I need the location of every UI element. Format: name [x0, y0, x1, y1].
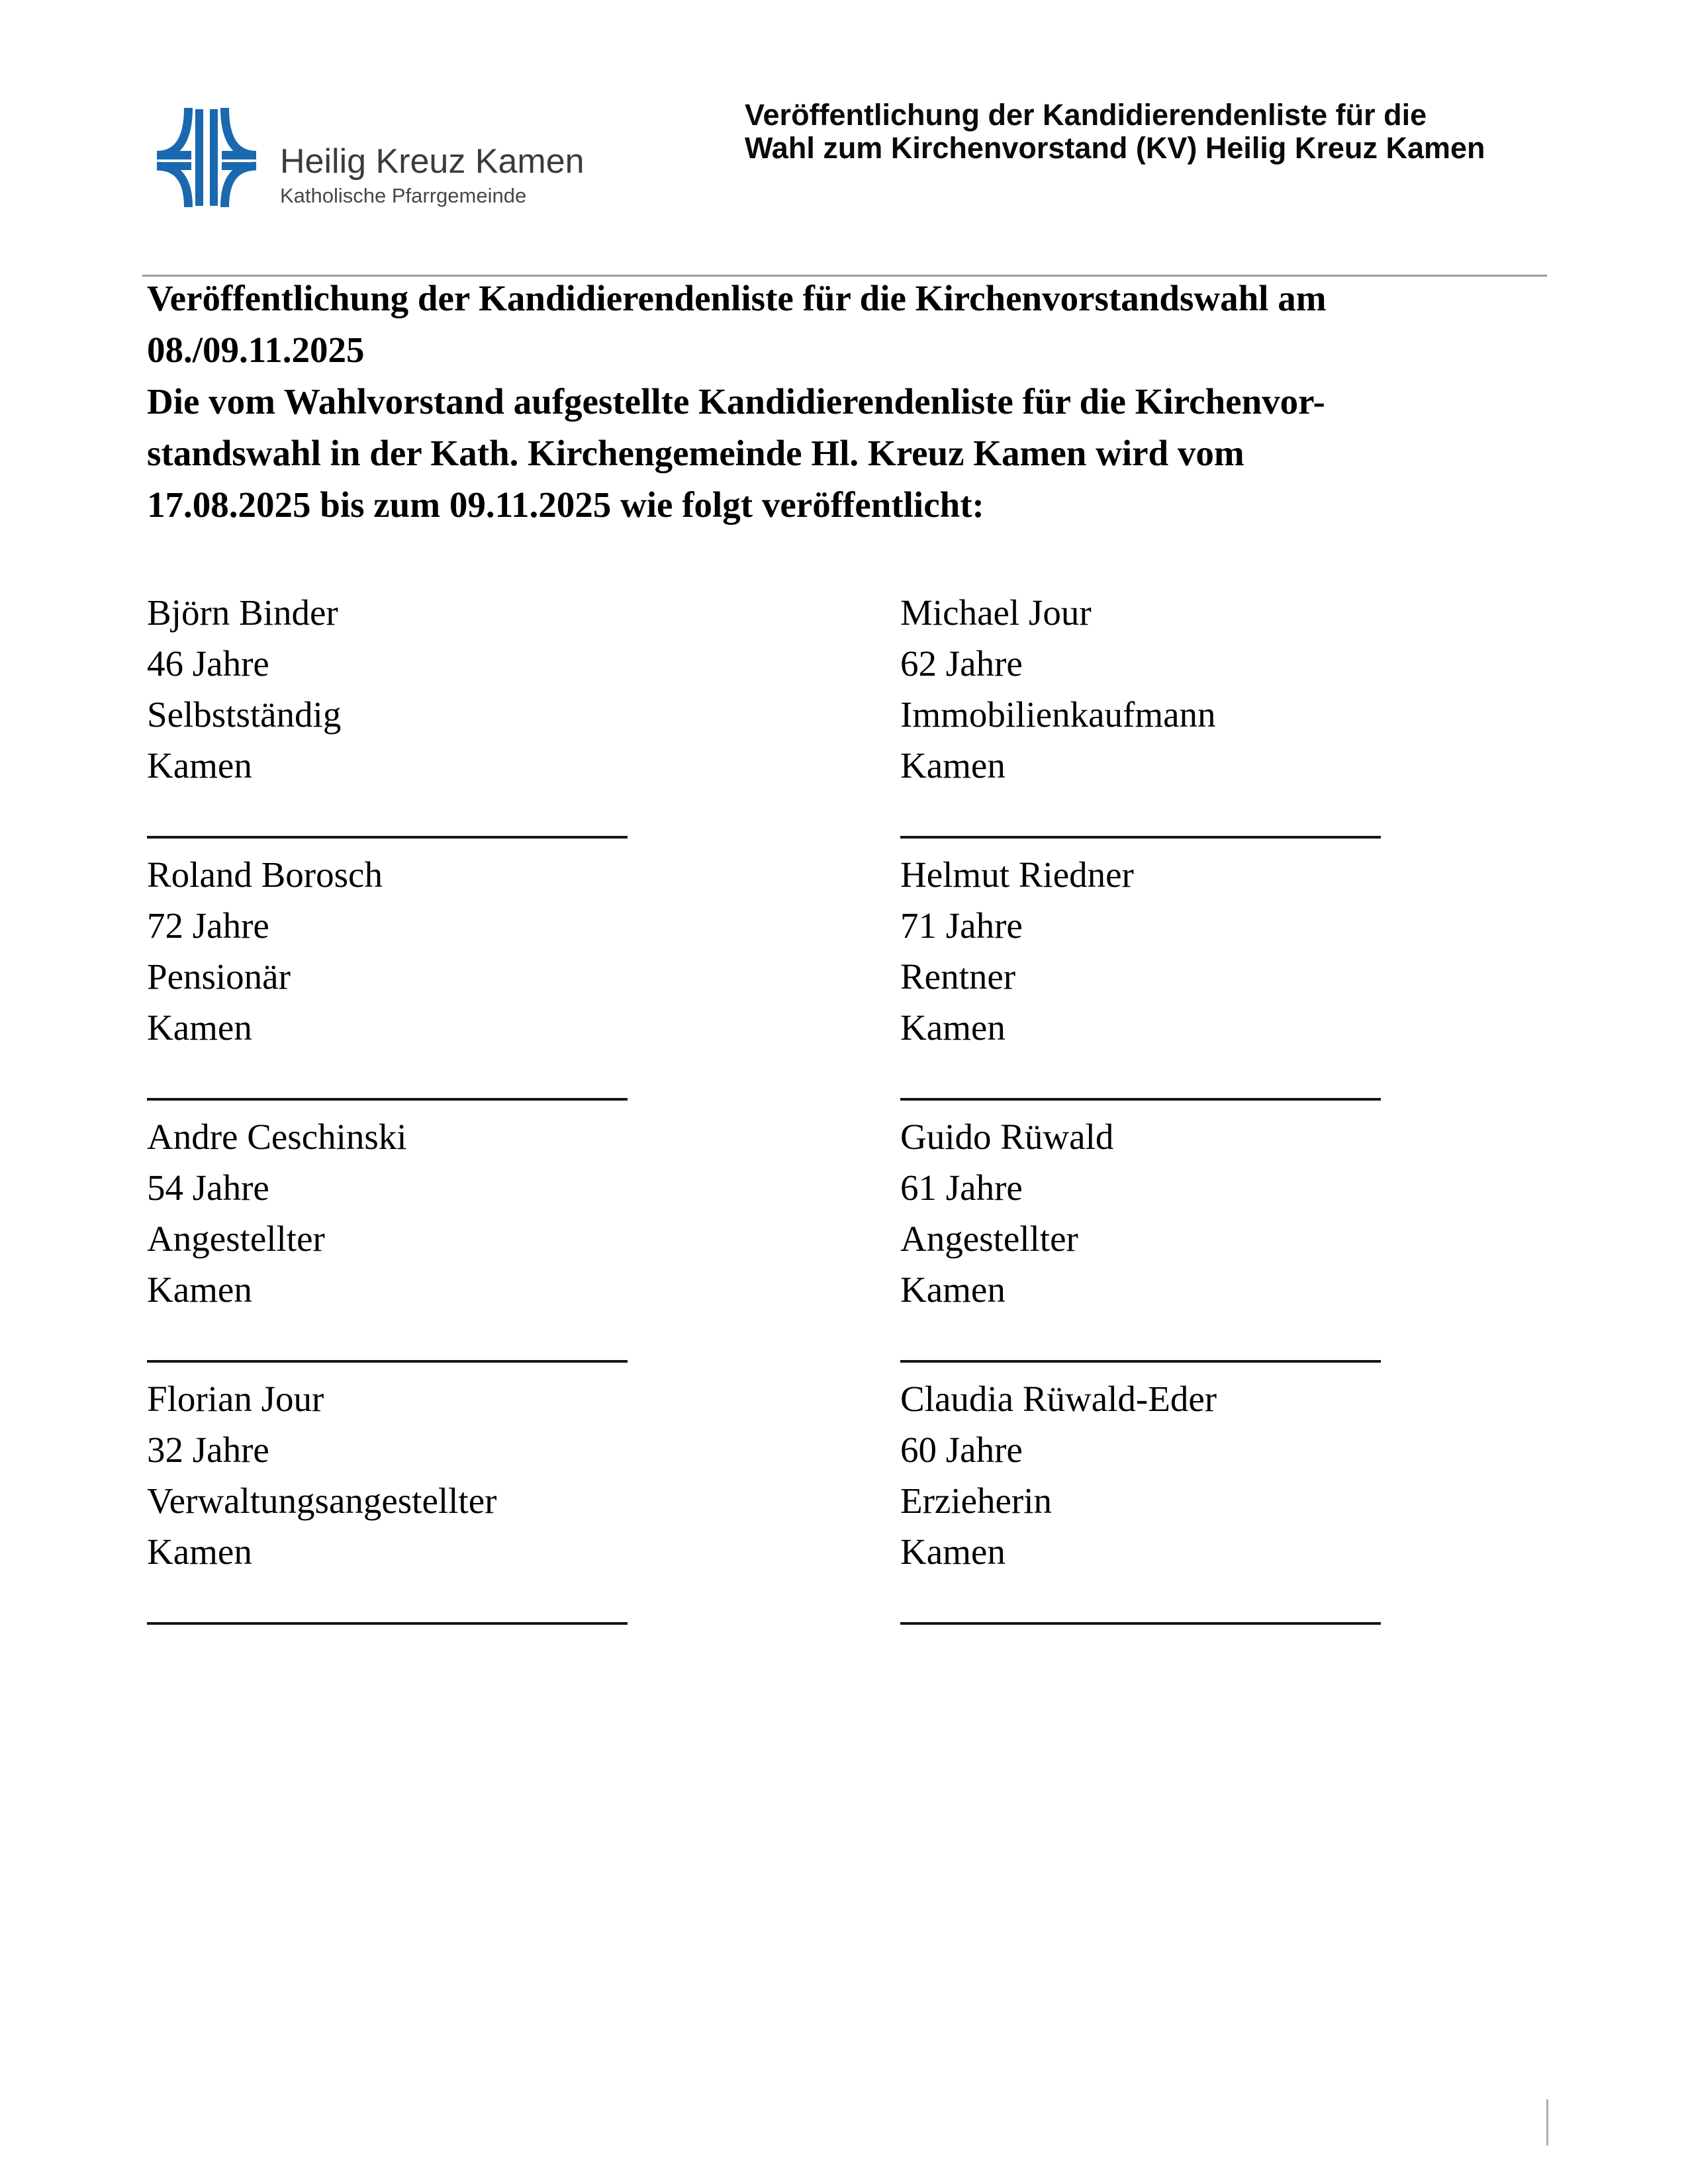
candidate-age: 46 Jahre	[147, 643, 269, 684]
candidate-card	[900, 1373, 1381, 1625]
intro-line: 08./09.11.2025	[147, 330, 365, 370]
signature-line	[147, 1098, 628, 1101]
candidate-occupation: Verwaltungsangestellter	[147, 1480, 497, 1521]
document-heading-line2: Wahl zum Kirchenvorstand (KV) Heilig Kreuz Kamen	[745, 131, 1485, 165]
candidate-occupation: Immobilienkaufmann	[900, 694, 1216, 735]
candidate-occupation: Selbstständig	[147, 694, 342, 735]
document-heading-line1: Veröffentlichung der Kandidierendenliste für die	[745, 98, 1427, 132]
candidate-name: Claudia Rüwald-Eder	[900, 1379, 1217, 1419]
signature-line	[900, 1622, 1381, 1625]
candidate-occupation: Angestellter	[900, 1218, 1078, 1259]
candidate-city: Kamen	[900, 1531, 1006, 1572]
candidate-city: Kamen	[147, 1269, 252, 1310]
candidate-age: 60 Jahre	[900, 1430, 1023, 1470]
signature-line	[900, 836, 1381, 839]
candidate-name: Florian Jour	[147, 1379, 324, 1419]
candidate-card	[147, 849, 628, 1101]
signature-line	[147, 1622, 628, 1625]
candidate-name: Helmut Riedner	[900, 854, 1134, 895]
signature-line	[147, 1360, 628, 1363]
intro-line: Die vom Wahlvorstand aufgestellte Kandidierendenliste für die Kirchenvor-	[147, 381, 1325, 422]
intro-line: 17.08.2025 bis zum 09.11.2025 wie folgt veröffentlicht:	[147, 484, 984, 525]
document-heading	[745, 99, 1559, 165]
candidate-card	[147, 1373, 628, 1625]
candidate-name: Andre Ceschinski	[147, 1116, 407, 1157]
candidate-age: 61 Jahre	[900, 1167, 1023, 1208]
candidate-name: Michael Jour	[900, 592, 1092, 633]
candidate-city: Kamen	[900, 745, 1006, 786]
candidate-occupation: Pensionär	[147, 956, 291, 997]
candidate-city: Kamen	[147, 1007, 252, 1048]
candidate-card	[900, 587, 1381, 839]
candidate-list	[147, 587, 1381, 1625]
candidate-card	[147, 587, 628, 839]
candidate-city: Kamen	[147, 1531, 252, 1572]
candidate-age: 71 Jahre	[900, 905, 1023, 946]
candidate-card	[900, 1111, 1381, 1363]
candidate-occupation: Angestellter	[147, 1218, 325, 1259]
brand	[157, 108, 585, 207]
candidate-name: Guido Rüwald	[900, 1116, 1114, 1157]
candidate-city: Kamen	[900, 1007, 1006, 1048]
intro-line: Veröffentlichung der Kandidierendenliste für die Kirchenvorstandswahl am	[147, 278, 1327, 318]
signature-line	[900, 1098, 1381, 1101]
brand-text	[280, 108, 585, 206]
candidate-age: 72 Jahre	[147, 905, 269, 946]
candidate-age: 62 Jahre	[900, 643, 1023, 684]
candidate-card	[147, 1111, 628, 1363]
candidate-occupation: Erzieherin	[900, 1480, 1053, 1521]
interchange-cross-icon	[157, 108, 256, 207]
candidate-name: Björn Binder	[147, 592, 338, 633]
brand-title: Heilig Kreuz Kamen	[280, 142, 585, 181]
intro-paragraph	[147, 273, 1577, 531]
candidate-occupation: Rentner	[900, 956, 1016, 997]
intro-line: standswahl in der Kath. Kirchengemeinde Hl. Kreuz Kamen wird vom	[147, 433, 1244, 473]
candidate-city: Kamen	[147, 745, 252, 786]
candidate-card	[900, 849, 1381, 1101]
page-edge-mark	[1546, 2099, 1548, 2146]
candidate-name: Roland Borosch	[147, 854, 383, 895]
signature-line	[900, 1360, 1381, 1363]
signature-line	[147, 836, 628, 839]
candidate-city: Kamen	[900, 1269, 1006, 1310]
candidate-age: 54 Jahre	[147, 1167, 269, 1208]
brand-subtitle: Katholische Pfarrgemeinde	[280, 184, 527, 207]
candidate-age: 32 Jahre	[147, 1430, 269, 1470]
